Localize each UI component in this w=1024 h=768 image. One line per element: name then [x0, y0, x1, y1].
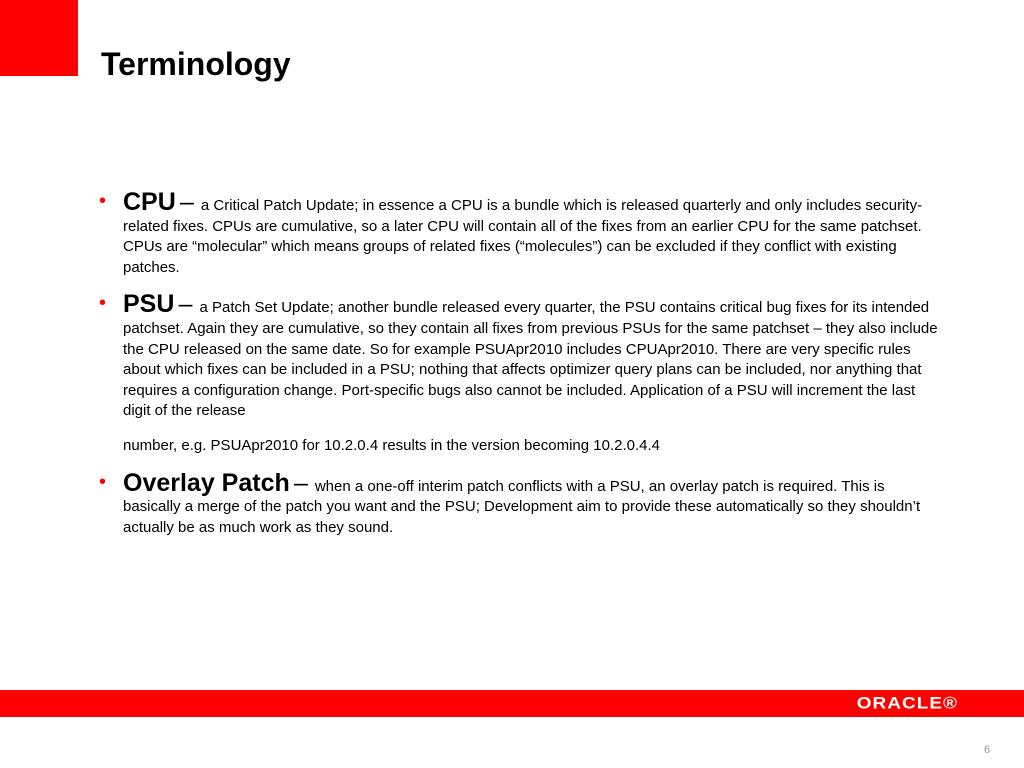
bullet-dot-icon: • [99, 292, 107, 315]
footer-bar [0, 690, 1024, 717]
bullet-term: PSU [123, 290, 175, 319]
bullet-dash: – [293, 468, 308, 497]
bullet-dot-icon: • [99, 190, 107, 212]
bullet-text-continuation: number, e.g. PSUApr2010 for 10.2.0.4 results in the version becoming 10.2.0.4.4 [123, 436, 660, 454]
oracle-logo: ORACLE® [856, 694, 958, 713]
bullet-dash: – [178, 290, 193, 319]
bullet-term: CPU [123, 188, 176, 216]
corner-accent-block [0, 0, 78, 76]
bullet-dot-icon: • [99, 470, 107, 493]
slide-title: Terminology [101, 46, 291, 82]
bullet-item-psu [99, 290, 944, 456]
bullet-item-overlay-patch [99, 469, 944, 539]
bullet-text: when a one-off interim patch conflicts with a PSU, an overlay patch is required. This is basically a merge of the patch you want and the PSU; Development aim to provide these automatically so they shouldn’t actually be as much work as they sound. [123, 477, 921, 536]
bullet-dash: – [179, 188, 194, 216]
bullet-list [99, 188, 944, 550]
bullet-text: a Critical Patch Update; in essence a CPU is a bundle which is released quarterly and only includes security-related fixes. CPUs are cumulative, so a later CPU will contain all of the fixes from an earlier CPU for the same patchset. CPUs are “molecular” which means groups of related fixes (“molecules”) can be excluded if they conflict with existing patches. [123, 197, 923, 276]
page-number: 6 [984, 744, 991, 756]
bullet-text: a Patch Set Update; another bundle released every quarter, the PSU contains critical bug fixes for its intended patchset. Again they are cumulative, so they contain all fixes from previous PSUs for the same patchset – they also include the CPU released on the same date. So for example PSUApr2010 includes CPUApr2010. There are very specific rules about which fixes can be included in a PSU; nothing that affects optimizer query plans can be included, nor anything that requires a configuration change. Port-specific bugs also cannot be included. Application of a PSU will increment the last digit of the release [123, 299, 938, 420]
bullet-item-cpu [99, 188, 944, 278]
bullet-term: Overlay Patch [123, 468, 290, 497]
